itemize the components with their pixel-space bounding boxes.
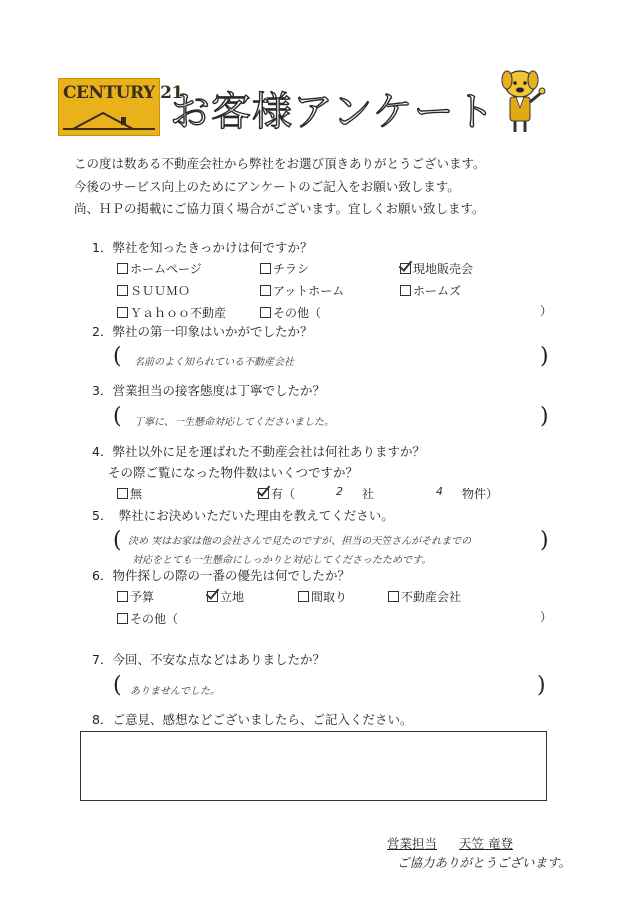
q1-option-homepage[interactable]: ホームページ bbox=[117, 260, 202, 277]
checkbox[interactable] bbox=[400, 285, 411, 296]
q6-option-company[interactable]: 不動産会社 bbox=[388, 588, 461, 605]
intro-line-1: この度は数ある不動産会社から弊社をお選び頂きありがとうございます。 bbox=[74, 156, 486, 171]
question-5: 5． 弊社にお決めいただいた理由を教えてください。 bbox=[92, 508, 394, 523]
staff-name: 天笠 竜登 bbox=[458, 836, 513, 851]
checkbox[interactable] bbox=[117, 285, 128, 296]
question-6: 6．物件探しの際の一番の優先は何でしたか？ bbox=[92, 568, 350, 583]
q1-option-other[interactable]: その他（ bbox=[260, 304, 321, 321]
q6-option-budget[interactable]: 予算 bbox=[117, 588, 154, 605]
dog-mascot-icon bbox=[498, 66, 548, 136]
checkbox[interactable] bbox=[260, 285, 271, 296]
q4-company-count[interactable]: 2 bbox=[336, 485, 343, 498]
intro-line-3: 尚、ＨＰの掲載にご協力頂く場合がございます。宜しくお願い致します。 bbox=[74, 201, 485, 216]
checkbox[interactable] bbox=[298, 591, 309, 602]
q4-company-unit: 社 bbox=[362, 487, 375, 501]
question-4: 4．弊社以外に足を運ばれた不動産会社は何社ありますか？ bbox=[92, 444, 425, 459]
q3-answer[interactable]: 丁寧に、一生懸命対応してくださいました。 bbox=[134, 417, 334, 428]
q1-option-athome[interactable]: アットホーム bbox=[260, 282, 344, 299]
checkbox[interactable] bbox=[117, 488, 128, 499]
q1-other-close-paren: ） bbox=[540, 304, 553, 318]
q6-option-other[interactable]: その他（ bbox=[117, 610, 178, 627]
question-3: 3．営業担当の接客態度は丁寧でしたか？ bbox=[92, 383, 325, 398]
intro-line-2: 今後のサービス向上のためにアンケートのご記入をお願い致します。 bbox=[74, 179, 460, 194]
q4-option-none[interactable]: 無 bbox=[117, 485, 142, 502]
checkbox[interactable] bbox=[117, 307, 128, 318]
page-title: お客様アンケート bbox=[170, 89, 496, 135]
checkbox[interactable] bbox=[117, 263, 128, 274]
q6-option-location[interactable]: 立地 bbox=[207, 588, 244, 605]
q5-close-paren: ) bbox=[540, 528, 549, 553]
question-2: 2．弊社の第一印象はいかがでしたか？ bbox=[92, 324, 313, 339]
thanks-message: ご協力ありがとうございます。 bbox=[397, 855, 572, 870]
q7-answer[interactable]: ありませんでした。 bbox=[130, 686, 220, 697]
q6-option-floorplan[interactable]: 間取り bbox=[298, 588, 347, 605]
q5-answer-line-2[interactable]: 対応をとても一生懸命にしっかりと対応してくださったためです。 bbox=[132, 555, 432, 566]
staff-label: 営業担当 bbox=[387, 836, 438, 851]
q7-close-paren: ) bbox=[537, 673, 546, 698]
logo-text: CENTURY 21 bbox=[63, 83, 183, 103]
q2-open-paren: ( bbox=[113, 344, 122, 369]
q1-option-suumo[interactable]: ＳＵＵＭＯ bbox=[117, 282, 190, 299]
checkbox[interactable] bbox=[260, 307, 271, 318]
question-7: 7．今回、不安な点などはありましたか？ bbox=[92, 652, 325, 667]
checkbox-checked[interactable] bbox=[258, 488, 269, 499]
q1-option-yahoo[interactable]: Ｙａｈｏｏ不動産 bbox=[117, 304, 226, 321]
q1-option-flyer[interactable]: チラシ bbox=[260, 260, 309, 277]
q1-option-homes[interactable]: ホームズ bbox=[400, 282, 461, 299]
staff-signature bbox=[387, 834, 513, 852]
q4-property-count[interactable]: 4 bbox=[436, 485, 443, 498]
question-8: 8．ご意見、感想などございましたら、ご記入ください。 bbox=[92, 712, 413, 727]
checkbox-checked[interactable] bbox=[400, 263, 411, 274]
q6-other-close-paren: ） bbox=[540, 610, 553, 624]
q2-answer[interactable]: 名前のよく知られている不動産会社 bbox=[134, 357, 294, 368]
q5-open-paren: ( bbox=[113, 528, 122, 553]
question-4-sub: その際ご覧になった物件数はいくつですか？ bbox=[108, 465, 359, 480]
comment-box[interactable] bbox=[80, 731, 547, 801]
house-roof-icon bbox=[63, 109, 155, 131]
checkbox[interactable] bbox=[117, 613, 128, 624]
q3-open-paren: ( bbox=[113, 404, 122, 429]
century21-logo bbox=[58, 78, 183, 136]
q1-option-onsite-sale[interactable]: 現地販売会 bbox=[400, 260, 473, 277]
q5-answer-line-1[interactable]: 決め 実はお家は他の会社さんで見たのですが、担当の天笠さんがそれまでの bbox=[128, 536, 472, 547]
q7-open-paren: ( bbox=[113, 673, 122, 698]
q3-close-paren: ) bbox=[540, 404, 549, 429]
q4-option-yes[interactable]: 有（ bbox=[258, 485, 295, 502]
question-1: 1．弊社を知ったきっかけは何ですか？ bbox=[92, 240, 313, 255]
q2-close-paren: ) bbox=[540, 344, 549, 369]
checkbox-checked[interactable] bbox=[207, 591, 218, 602]
checkbox[interactable] bbox=[388, 591, 399, 602]
checkbox[interactable] bbox=[117, 591, 128, 602]
checkbox[interactable] bbox=[260, 263, 271, 274]
q4-property-unit: 物件） bbox=[462, 487, 499, 501]
